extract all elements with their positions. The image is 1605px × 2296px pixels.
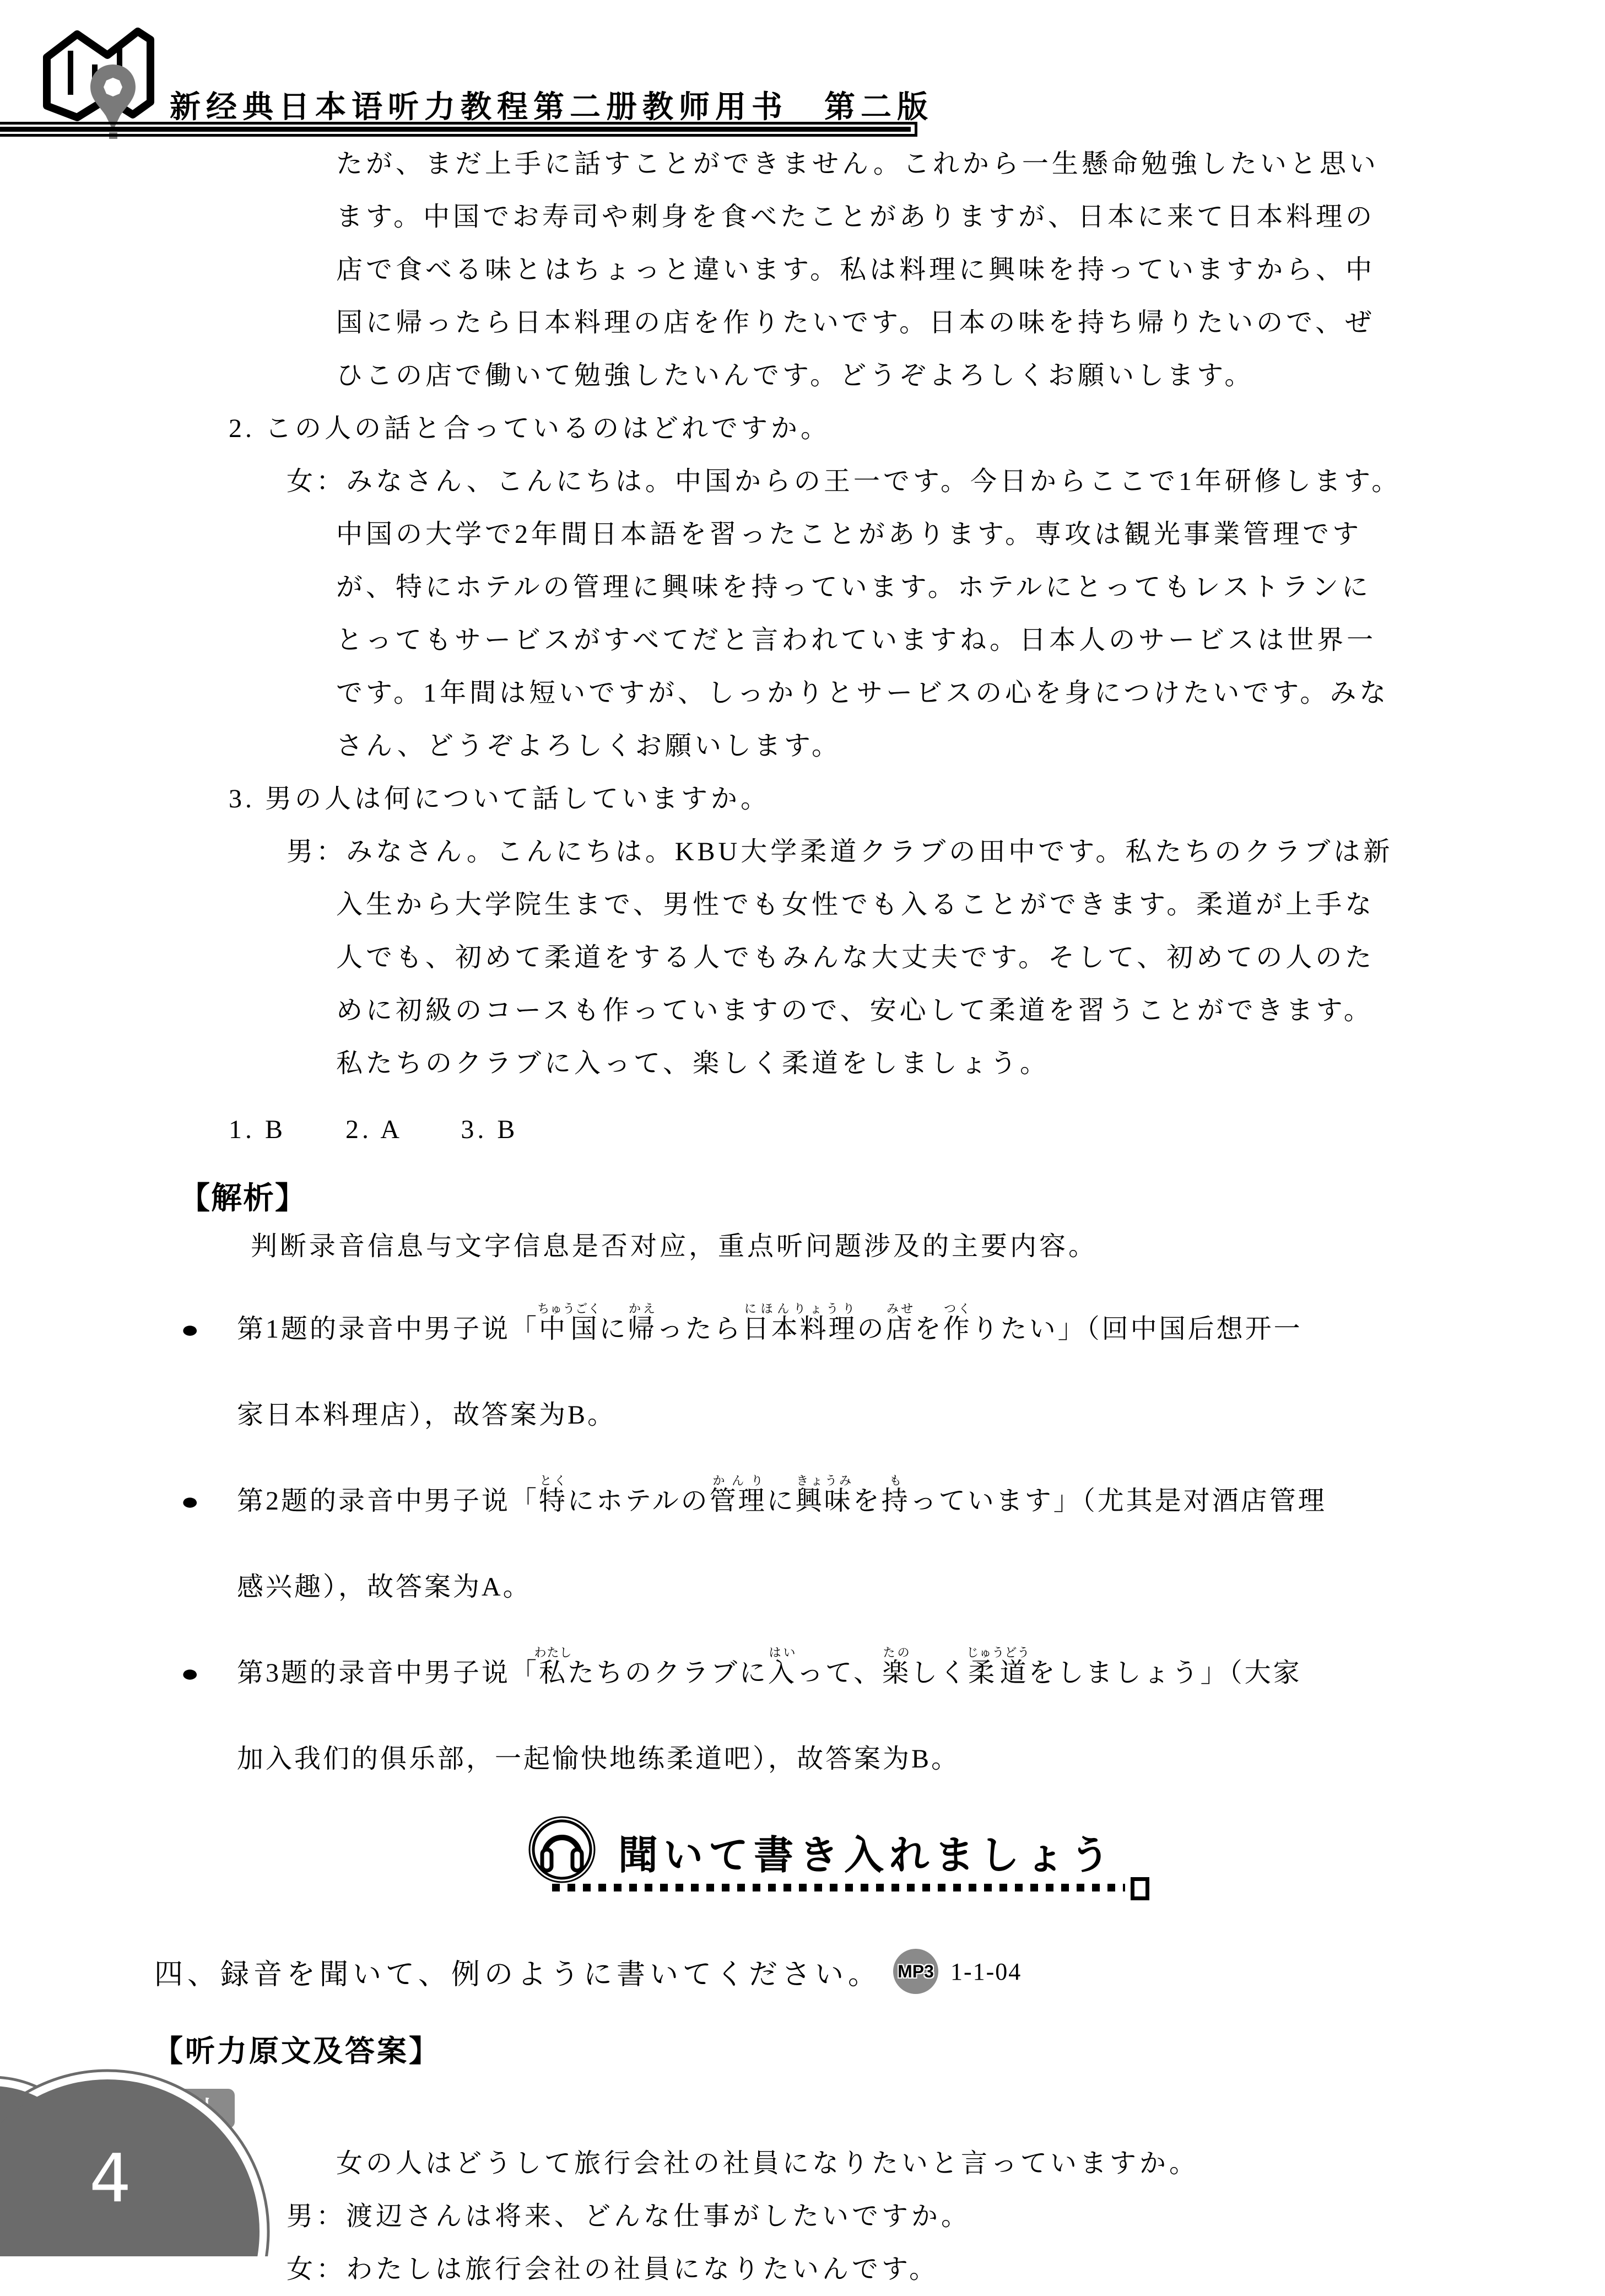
- mp3-track-number: 1-1-04: [950, 1958, 1022, 1985]
- script-line: 女の人はどうして旅行会社の社員になりたいと言っていますか。: [336, 2149, 1199, 2178]
- banner-end-square-icon: [1131, 1877, 1149, 1900]
- script-line: 中国の大学で2年間日本語を習ったことがあります。専攻は観光事業管理です: [336, 520, 1363, 549]
- analysis-intro: 判断录音信息与文字信息是否对应，重点听问题涉及的主要内容。: [251, 1232, 1098, 1261]
- analysis-bullet-3-line2: 加入我们的俱乐部，一起愉快地练柔道吧），故答案为B。: [237, 1744, 960, 1774]
- transcript-header: 【听力原文及答案】: [153, 2035, 441, 2068]
- analysis-bullet-3-line1: 第3题的录音中男子说「私わたしたちのクラブに入はいって、楽たのしく柔道じゅうどうをしましょう」（大家: [237, 1646, 1302, 1688]
- script-line: 国に帰ったら日本料理の店を作りたいです。日本の味を持ち帰りたいので、ぜ: [336, 308, 1375, 337]
- bullet-icon: ●: [180, 1660, 202, 1686]
- script-line: 2. この人の話と合っているのはどれですか。: [229, 414, 831, 443]
- script-line: 店で食べる味とはちょっと違います。私は料理に興味を持っていますから、中: [336, 255, 1376, 284]
- analysis-header: 【解析】: [179, 1181, 307, 1215]
- banner-dotted-line: [552, 1884, 1125, 1891]
- page-number: 4: [89, 2141, 132, 2217]
- script-line: ひこの店で働いて勉強したいんです。どうぞよろしくお願いします。: [336, 361, 1255, 390]
- script-line: 女：わたしは旅行会社の社員になりたいんです。: [287, 2255, 939, 2284]
- script-line: さん、どうぞよろしくお願いします。: [336, 731, 842, 761]
- script-line: 男：みなさん。こんにちは。KBU大学柔道クラブの田中です。私たちのクラブは新: [287, 837, 1393, 866]
- analysis-bullet-1-line1: 第1题的录音中男子说「中国ちゅうごくに帰かえったら日本料理にほんりょうりの店みせを作つくりたい」（回中国后想开一: [237, 1302, 1303, 1344]
- bullet-icon: ●: [180, 1488, 202, 1515]
- script-line: 3. 男の人は何について話していますか。: [229, 784, 771, 813]
- script-line: が、特にホテルの管理に興味を持っています。ホテルにとってもレストランに: [336, 573, 1371, 602]
- analysis-bullet-1-line2: 家日本料理店），故答案为B。: [237, 1400, 617, 1430]
- analysis-bullet-1: [180, 1300, 1605, 1359]
- header-rule: [0, 122, 917, 137]
- section-banner-label: 聞いて書き入れましょう: [618, 1834, 1116, 1878]
- page-header: [0, 0, 1605, 138]
- analysis-bullet-2: [180, 1472, 1605, 1531]
- script-line: 私たちのクラブに入って、楽しく柔道をしましょう。: [336, 1049, 1050, 1078]
- task-text: 四、録音を聞いて、例のように書いてください。: [154, 1958, 881, 1991]
- script-line: めに初級のコースも作っていますので、安心して柔道を習うことができます。: [336, 996, 1374, 1025]
- script-line: です。1年間は短いですが、しっかりとサービスの心を身につけたいです。みな: [336, 678, 1390, 708]
- headphones-icon: [528, 1815, 596, 1884]
- mp3-badge-icon: MP3: [893, 1949, 938, 1994]
- script-line: ます。中国でお寿司や刺身を食べたことがありますが、日本に来て日本料理の: [336, 202, 1376, 231]
- task-line: [154, 1949, 1605, 1994]
- analysis-bullet-2-line2: 感兴趣），故答案为A。: [237, 1572, 532, 1602]
- analysis-bullet-2-line1: 第2题的录音中男子说「特とくにホテルの管理かんりに興味きょうみを持もっています」（尤其是对酒店管理: [237, 1474, 1327, 1516]
- page-number-cloud: [0, 2058, 287, 2256]
- script-line: 男：渡辺さんは将来、どんな仕事がしたいですか。: [287, 2202, 971, 2231]
- listening-script: [0, 138, 1605, 1090]
- answer-key-line: 1. B 2. A 3. B: [229, 1115, 518, 1144]
- analysis-bullet-3: [180, 1643, 1605, 1703]
- script-line: とってもサービスがすべてだと言われていますね。日本人のサービスは世界一: [336, 626, 1377, 655]
- page-title: 新经典日本语听力教程第二册教师用书 第二版: [170, 89, 933, 124]
- script-line: 人でも、初めて柔道をする人でもみんな大丈夫です。そして、初めての人のた: [336, 943, 1375, 972]
- section-banner: [0, 1815, 1605, 1910]
- bullet-icon: ●: [180, 1316, 202, 1343]
- script-line: たが、まだ上手に話すことができません。これから一生懸命勉強したいと思い: [336, 149, 1379, 179]
- analysis-section: [0, 1176, 1605, 1789]
- script-line: 入生から大学院生まで、男性でも女性でも入ることができます。柔道が上手な: [336, 890, 1375, 919]
- script-line: 女：みなさん、こんにちは。中国からの王一です。今日からここで1年研修します。: [287, 467, 1402, 496]
